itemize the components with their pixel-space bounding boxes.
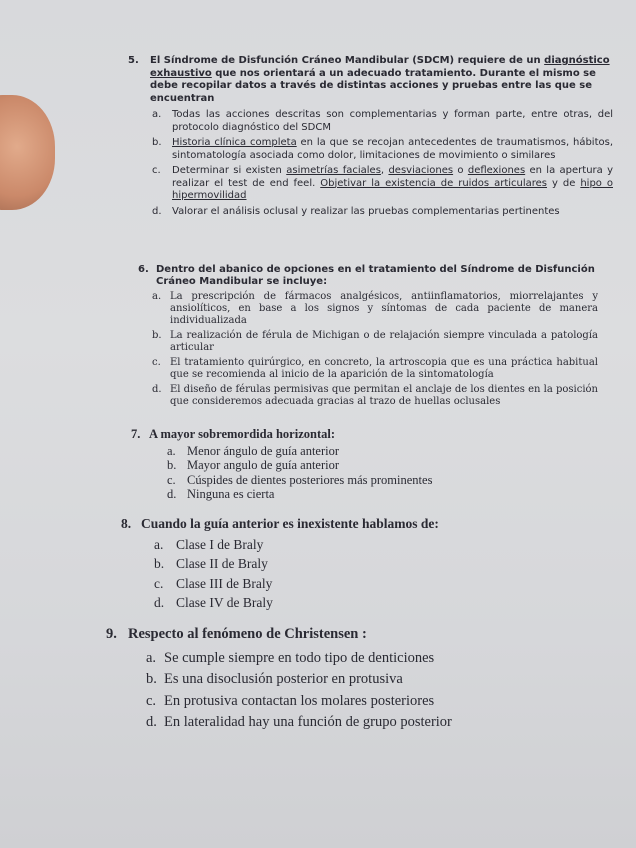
question-5-options bbox=[152, 109, 613, 218]
stem-text: Respecto al fenómeno de Christensen : bbox=[128, 626, 367, 642]
stem-text: Cuando la guía anterior es inexistente hablamos de: bbox=[141, 516, 439, 531]
question-8 bbox=[121, 514, 561, 613]
option-text: Clase I de Braly bbox=[176, 536, 264, 552]
option-d[interactable] bbox=[167, 487, 571, 502]
option-b[interactable] bbox=[146, 669, 586, 691]
option-label: b. bbox=[152, 137, 162, 148]
option-label: c. bbox=[146, 692, 157, 709]
stem-text: Dentro del abanico de opciones en el tratamiento del Síndrome de Disfunción Cráneo Mandibular se incluye: bbox=[156, 264, 595, 287]
option-label: a. bbox=[154, 536, 164, 552]
question-5-stem bbox=[128, 55, 613, 105]
option-b[interactable] bbox=[167, 458, 571, 473]
option-a[interactable] bbox=[154, 535, 561, 555]
option-text: y de bbox=[547, 177, 581, 189]
option-underlined: Objetivar la existencia de ruidos articulares bbox=[320, 177, 548, 189]
option-c[interactable] bbox=[152, 165, 613, 203]
option-text: en la apertura y realizar el test de end feel. bbox=[172, 165, 614, 189]
option-d[interactable] bbox=[152, 384, 598, 408]
option-text: Menor ángulo de guía anterior bbox=[187, 443, 340, 458]
option-a[interactable] bbox=[167, 444, 571, 459]
option-text: Clase II de Braly bbox=[176, 556, 268, 571]
question-6 bbox=[138, 264, 598, 411]
question-9 bbox=[106, 624, 586, 734]
option-text: El tratamiento quirúrgico, en concreto, la artroscopia que es una práctica habitual que se recomienda al inicio de la aparición de la sintomatología bbox=[170, 357, 598, 380]
stem-text: que nos orientará a un adecuado tratamiento. Durante el mismo se debe recopilar datos a través de distintas acciones y pruebas entre las que se encuentran bbox=[150, 67, 596, 104]
question-number: 8. bbox=[121, 516, 132, 531]
option-label: c. bbox=[152, 165, 161, 176]
question-7-stem bbox=[131, 427, 571, 442]
option-c[interactable] bbox=[152, 357, 598, 381]
question-9-options bbox=[146, 648, 586, 734]
option-text: Valorar el análisis oclusal y realizar las pruebas complementarias pertinentes bbox=[172, 205, 560, 217]
option-label: d. bbox=[154, 595, 165, 610]
option-label: b. bbox=[154, 556, 165, 571]
option-text: Se cumple siempre en todo tipo de denticiones bbox=[164, 649, 435, 666]
option-underlined: Historia clínica completa bbox=[172, 137, 297, 148]
option-label: c. bbox=[167, 472, 176, 487]
option-text: En protusiva contactan los molares posteriores bbox=[164, 692, 435, 709]
question-9-stem bbox=[106, 624, 586, 646]
option-text: Clase IV de Braly bbox=[176, 595, 273, 610]
option-b[interactable] bbox=[154, 554, 561, 574]
option-label: d. bbox=[167, 487, 177, 502]
option-c[interactable] bbox=[154, 574, 561, 594]
option-label: d. bbox=[152, 205, 162, 217]
option-text: Es una disoclusión posterior en protusiva bbox=[164, 671, 403, 687]
option-underlined: asimetrías faciales bbox=[286, 165, 381, 176]
question-5 bbox=[128, 55, 613, 221]
option-text: Todas las acciones descritas son complementarias y forman parte, entre otras, del protocolo diagnóstico del SDCM bbox=[172, 109, 613, 133]
option-text: La prescripción de fármacos analgésicos, antiinflamatorios, miorrelajantes y ansiolíticos, en base a los signos y síntomas de cada paciente de manera individualizada bbox=[170, 291, 598, 326]
option-c[interactable] bbox=[146, 691, 586, 713]
option-text: , bbox=[380, 165, 389, 176]
thumb-photo-artifact bbox=[0, 95, 55, 210]
option-label: b. bbox=[167, 458, 177, 473]
option-label: a. bbox=[152, 291, 162, 302]
option-text: Cúspides de dientes posteriores más prominentes bbox=[187, 472, 433, 487]
question-8-options bbox=[154, 535, 561, 613]
option-text: en la que se recojan antecedentes de traumatismos, hábitos, sintomatología asociada como dolor, limitaciones de movimiento o similares bbox=[172, 137, 613, 161]
option-underlined: desviaciones bbox=[388, 165, 454, 176]
question-number: 5. bbox=[128, 55, 139, 66]
option-c[interactable] bbox=[167, 473, 571, 488]
stem-underlined: diagnóstico exhaustivo bbox=[150, 55, 610, 79]
option-text: El diseño de férulas permisivas que permitan el anclaje de los dientes en la posición que consideremos adecuada gracias al trazo de huellas oclusales bbox=[170, 384, 598, 407]
option-text: Ninguna es cierta bbox=[187, 487, 275, 502]
option-b[interactable] bbox=[152, 330, 598, 354]
option-text: En lateralidad hay una función de grupo posterior bbox=[164, 714, 452, 730]
option-label: a. bbox=[146, 649, 157, 666]
option-b[interactable] bbox=[152, 137, 613, 162]
option-label: b. bbox=[152, 330, 162, 341]
question-8-stem bbox=[121, 514, 561, 534]
question-7 bbox=[131, 427, 571, 502]
option-label: a. bbox=[167, 443, 176, 458]
question-number: 7. bbox=[131, 427, 141, 441]
option-d[interactable] bbox=[146, 712, 586, 734]
option-label: d. bbox=[152, 384, 162, 395]
option-text: Mayor angulo de guía anterior bbox=[187, 458, 340, 473]
option-underlined: hipo o hipermovilidad bbox=[172, 177, 613, 201]
option-d[interactable] bbox=[152, 206, 613, 219]
stem-text: El Síndrome de Disfunción Cráneo Mandibular (SDCM) requiere de un bbox=[150, 55, 545, 66]
option-label: c. bbox=[154, 575, 164, 591]
option-text: La realización de férula de Michigan o de relajación siempre vinculada a patología articular bbox=[170, 330, 598, 353]
option-a[interactable] bbox=[152, 109, 613, 134]
option-a[interactable] bbox=[152, 291, 598, 327]
option-d[interactable] bbox=[154, 593, 561, 613]
stem-text: A mayor sobremordida horizontal: bbox=[149, 427, 335, 441]
option-label: c. bbox=[152, 357, 161, 368]
option-label: d. bbox=[146, 714, 157, 730]
option-text: Clase III de Braly bbox=[176, 575, 273, 591]
option-label: a. bbox=[152, 109, 162, 120]
option-a[interactable] bbox=[146, 648, 586, 670]
option-text: Determinar si existen bbox=[172, 165, 287, 176]
option-text: o bbox=[453, 165, 468, 176]
option-label: b. bbox=[146, 671, 157, 687]
question-number: 9. bbox=[106, 626, 117, 642]
question-number: 6. bbox=[138, 264, 149, 275]
option-underlined: deflexiones bbox=[467, 165, 526, 176]
question-6-stem bbox=[138, 264, 598, 288]
question-7-options bbox=[167, 444, 571, 502]
question-6-options bbox=[152, 291, 598, 408]
